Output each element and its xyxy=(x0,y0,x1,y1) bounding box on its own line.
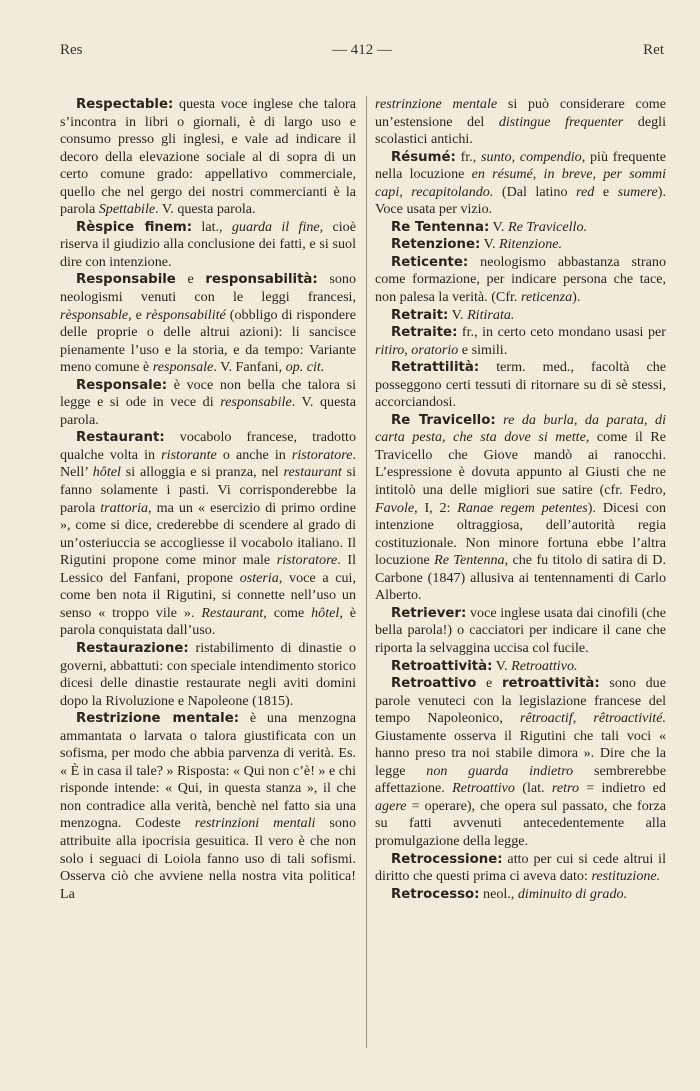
headword: Retrait: xyxy=(391,307,449,323)
entry-italic: restrinzioni mentali xyxy=(194,815,316,832)
entry-text: . V. questa parola. xyxy=(155,201,256,218)
headword: Retriever: xyxy=(391,605,467,621)
entry-restaurant xyxy=(60,429,356,640)
entry-text: . Il Lessico del Fanfani, propone xyxy=(60,552,356,586)
entry-re-tentenna xyxy=(375,219,666,237)
entry-text: e xyxy=(175,271,206,288)
entry-text: V. xyxy=(448,306,468,323)
entry-retraite xyxy=(375,324,666,359)
entry-italic: Re Travicello. xyxy=(507,218,588,235)
headword: Retroattività: xyxy=(391,658,493,674)
entry-respectable xyxy=(60,96,356,219)
entry-text: , e xyxy=(128,306,146,323)
entry-italic: responsabile xyxy=(220,394,292,411)
entry-text: fr., xyxy=(455,148,482,165)
entry-retrait xyxy=(375,307,666,325)
entry-text: e xyxy=(476,675,502,692)
entry-text: vocabolo francese, tradotto qualche volta in xyxy=(60,429,356,463)
entry-text: è una menzogna ammantata o larvata o talora giustificata con un sofisma, per modo che abbia parvenza di verità. Es. « È in casa il tale? » Risposta: « Qui non c’è! » e chi risponde intende: « Qui, in questa stanza », il che non contradice alla verità, benchè nel fatto sia una menzogna. Codeste xyxy=(60,710,356,832)
entry-italic: Restaurant xyxy=(201,604,264,621)
entry-text: , ma un « esercizio di primo ordine », come si dice, crederebbe di scendere al grado di un’osteriuccia se accogliesse il vocabolo italiano. Il Rigutini propone come minor male xyxy=(60,499,356,569)
entry-italic: restaurant xyxy=(283,464,342,481)
entry-italic: diminuito di grado. xyxy=(517,885,628,902)
entry-text: è voce non bella che talora si legge e si ode in vece di xyxy=(60,376,356,411)
entry-italic: op. cit. xyxy=(285,359,325,376)
entry-text: e xyxy=(594,183,618,200)
entry-text: ). Dicesi con intenzione oltraggiosa, dell’autorità regia costituzionale. Non minore fortuna ebbe l’altra locuzione xyxy=(375,499,666,569)
entry-restrizione-mentale xyxy=(60,710,356,903)
entry-italic: Retroattivo xyxy=(452,780,515,797)
entry-italic: reticenza xyxy=(520,289,573,306)
entry-text: V. xyxy=(492,657,512,674)
entry-text: term. med., facoltà che posseggono certi tessuti di ritornare su di sè stessi, accorciandosi. xyxy=(375,359,666,411)
entry-text: , cioè riserva il giudizio alla conclusione dei fatti, e si suol dire con intenzione. xyxy=(60,218,356,270)
entry-text: (Dal latino xyxy=(493,183,577,200)
entry-text: . V. Fanfani, xyxy=(213,359,286,376)
entry-italic: ritiro, oratorio xyxy=(375,341,459,358)
entry-italic: rêtroactif, rêtroactivité. xyxy=(519,710,666,727)
entry-text: , che fu titolo di satira di D. Carbone (1847) allusiva ai tentennamenti di Carlo Alberto. xyxy=(375,552,667,604)
entry-text: degli scolastici antichi. xyxy=(375,113,666,148)
entry-italic: ristoratore xyxy=(291,446,353,463)
entry-italic: Ranae regem petentes xyxy=(457,499,588,516)
entry-italic: red xyxy=(576,183,595,200)
entry-text: neologismo abbastanza strano come formazione, per indicare persona che tace, non palesa la verità. (Cfr. xyxy=(375,253,666,306)
entry-italic: agere xyxy=(375,797,407,814)
entry-italic: hôtel xyxy=(92,464,121,481)
entry-text: ). xyxy=(572,289,581,306)
running-header xyxy=(60,42,664,64)
entry-text: sono attribuite alla ipocrisia gesuitica. Il vero è che non solo i seguaci di Loiola fanno uso di tali sofismi. Osserva ciò che avviene nella nostra vita politica! La xyxy=(60,815,356,902)
headword: Retrocessione: xyxy=(391,851,503,867)
entry-italic: restituzione. xyxy=(591,868,661,885)
entry-retrattilita xyxy=(375,359,666,412)
entry-italic: Retroattivo. xyxy=(511,657,578,674)
entry-text: , più frequente nella locuzione xyxy=(375,148,666,183)
entry-italic: Spettabile xyxy=(98,201,156,218)
headword: Respectable: xyxy=(76,97,174,112)
entry-text: , come xyxy=(263,604,312,621)
entry-resume xyxy=(375,149,666,219)
entry-text: Giustamente osserva il Rigutini che tali voci « hanno preso tra noi stabile dimora ». Dire che la legge xyxy=(375,727,666,779)
headword: Restaurazione: xyxy=(76,640,189,656)
entry-text: , è parola conquistata dall’uso. xyxy=(60,604,356,639)
entry-italic: distingue frequenter xyxy=(498,113,624,130)
headword: Rèspice finem: xyxy=(76,219,193,235)
entry-text: . Nell’ xyxy=(60,446,356,481)
entry-italic: guarda il fine xyxy=(231,218,320,235)
entry-italic: re da burla, da parata, di carta pesta, che sta dove si mette, xyxy=(375,411,666,446)
entry-responsabile xyxy=(60,271,356,376)
entry-italic: Ritirata. xyxy=(467,306,515,323)
entry-retriever xyxy=(375,605,666,658)
headword: Re Travicello: xyxy=(391,412,496,428)
headword: Retenzione: xyxy=(391,237,481,253)
entry-text: V. xyxy=(480,236,500,253)
entry-italic: ristorante xyxy=(161,446,217,463)
entry-reticente xyxy=(375,254,666,307)
entry-retrocessione xyxy=(375,851,666,886)
entry-text: e simili. xyxy=(458,341,508,358)
headword: Restrizione mentale: xyxy=(76,711,240,727)
entry-text: , voce a cui, come ben nota il Rigutini, si connette nell’uso un senso « troppo vile ». xyxy=(60,569,356,621)
entry-text: lat., xyxy=(192,218,232,235)
entry-text: si alloggia e si pranza, nel xyxy=(120,464,284,481)
entry-text: (lat. xyxy=(514,780,552,797)
headword-secondary: responsabilità: xyxy=(205,272,318,288)
headword: Responsabile xyxy=(76,272,176,288)
headword: Reticente: xyxy=(391,254,469,270)
entry-text: ristabilimento di dinastie o governi, abbattuti: con speciale intendimento storico dicesi delle dinastie restaurate negli aviti domini dopo la Rivoluzione e Napoleone (1815). xyxy=(60,639,356,709)
headword: Résumé: xyxy=(391,149,456,165)
entry-italic: Re Tentenna xyxy=(434,552,505,569)
entry-text: = indietro ed xyxy=(579,780,666,797)
headword: Retrocesso: xyxy=(391,886,480,902)
entry-italic: rèsponsable xyxy=(60,306,129,323)
entry-retroattivita xyxy=(375,658,666,676)
entry-italic: responsale xyxy=(152,359,214,376)
headword-secondary: retroattività: xyxy=(501,676,600,692)
column-divider xyxy=(366,96,367,1048)
entry-text: , I, 2: xyxy=(414,499,458,516)
entry-italic: rèsponsabilité xyxy=(145,306,226,323)
entry-retenzione xyxy=(375,236,666,254)
page-number: — 412 — xyxy=(332,42,392,58)
entry-text: atto per cui si cede altrui il diritto che questi prima ci aveva dato: xyxy=(375,850,666,885)
entry-text: fr., in certo ceto mondano usasi per xyxy=(457,324,666,341)
entry-continuation xyxy=(375,96,666,149)
entry-italic: Ritenzione. xyxy=(499,236,563,253)
entry-italic: retro xyxy=(551,780,580,797)
entry-italic: restrinzione mentale xyxy=(375,96,498,112)
entry-text: come il Re Travicello che Giove mandò ai ranocchi. L’espressione è dovuta appunto al Giusti che ne intitolò una delle migliori sue satire (cfr. Fedro, xyxy=(375,429,667,499)
headword: Responsale: xyxy=(76,377,168,393)
entry-text: questa voce inglese che talora s’incontra in libri o giornali, è di largo uso e consumo presso gli inglesi, e vale ad indicare il decoro della elevazione sociale al di sopra di un certo comune grado: appellativo commerciale, quello che nel gergo dei nostri commercianti è la parola xyxy=(60,96,356,218)
entry-italic: osteria xyxy=(239,569,279,586)
headword: Retroattivo xyxy=(391,676,477,692)
entry-text: sembrerebbe affettazione. xyxy=(375,762,666,797)
entry-text: (obbligo di rispondere delle proprie o delle altrui azioni): li sancisce pienamente l’uso e la storia, e da tempo: Variante meno comune è xyxy=(60,306,357,376)
headword: Retrattilità: xyxy=(391,360,480,376)
entry-respice-finem xyxy=(60,219,356,272)
right-column xyxy=(375,96,666,903)
entry-text: V. xyxy=(489,218,508,235)
entry-text: si fanno solamente i pasti. Vi corrisponderebbe la parola xyxy=(60,464,356,516)
left-column xyxy=(60,96,356,903)
entry-text: . V. questa parola. xyxy=(60,394,356,428)
entry-italic: sumere xyxy=(617,183,658,200)
entry-text: o anche in xyxy=(216,446,292,463)
entry-italic: non guarda indietro xyxy=(426,762,574,779)
entry-italic: Favole xyxy=(375,499,415,516)
entry-text: sono due parole venuteci con la legislazione francese del tempo Napoleonico, xyxy=(375,675,666,727)
entry-text: voce inglese usata dai cinofili (che bella parola!) o cacciatori per indicare il cane che riporta la selvaggina uccisa col fucile. xyxy=(375,604,666,656)
entry-retrocesso xyxy=(375,886,666,904)
headword: Retraite: xyxy=(391,325,458,341)
entry-text: si può considerare come un’estensione del xyxy=(375,96,666,130)
entry-restaurazione xyxy=(60,640,356,710)
entry-italic: trattoria xyxy=(100,499,149,516)
entry-italic: en résumé, in breve, per sommi capi, recapitolando. xyxy=(375,166,666,200)
entry-italic: hôtel xyxy=(311,604,340,621)
entry-text: sono neologismi venuti con le leggi francesi, xyxy=(60,271,356,306)
entry-italic: sunto, compendio xyxy=(481,148,582,165)
header-right-guide-word: Ret xyxy=(643,42,664,58)
entry-text: ). Voce usata per vizio. xyxy=(375,183,666,218)
entry-re-travicello xyxy=(375,412,666,605)
header-left-guide-word: Res xyxy=(60,42,83,58)
entry-retroattivo xyxy=(375,675,666,850)
entry-text: neol., xyxy=(479,885,518,902)
entry-responsale xyxy=(60,377,356,430)
headword: Re Tentenna: xyxy=(391,219,490,235)
entry-italic: ristoratore xyxy=(276,552,338,569)
headword: Restaurant: xyxy=(76,430,165,446)
entry-text: = operare), che opera sul passato, che forza su fatti avvenuti antecedentemente alla promulgazione della legge. xyxy=(375,797,666,849)
